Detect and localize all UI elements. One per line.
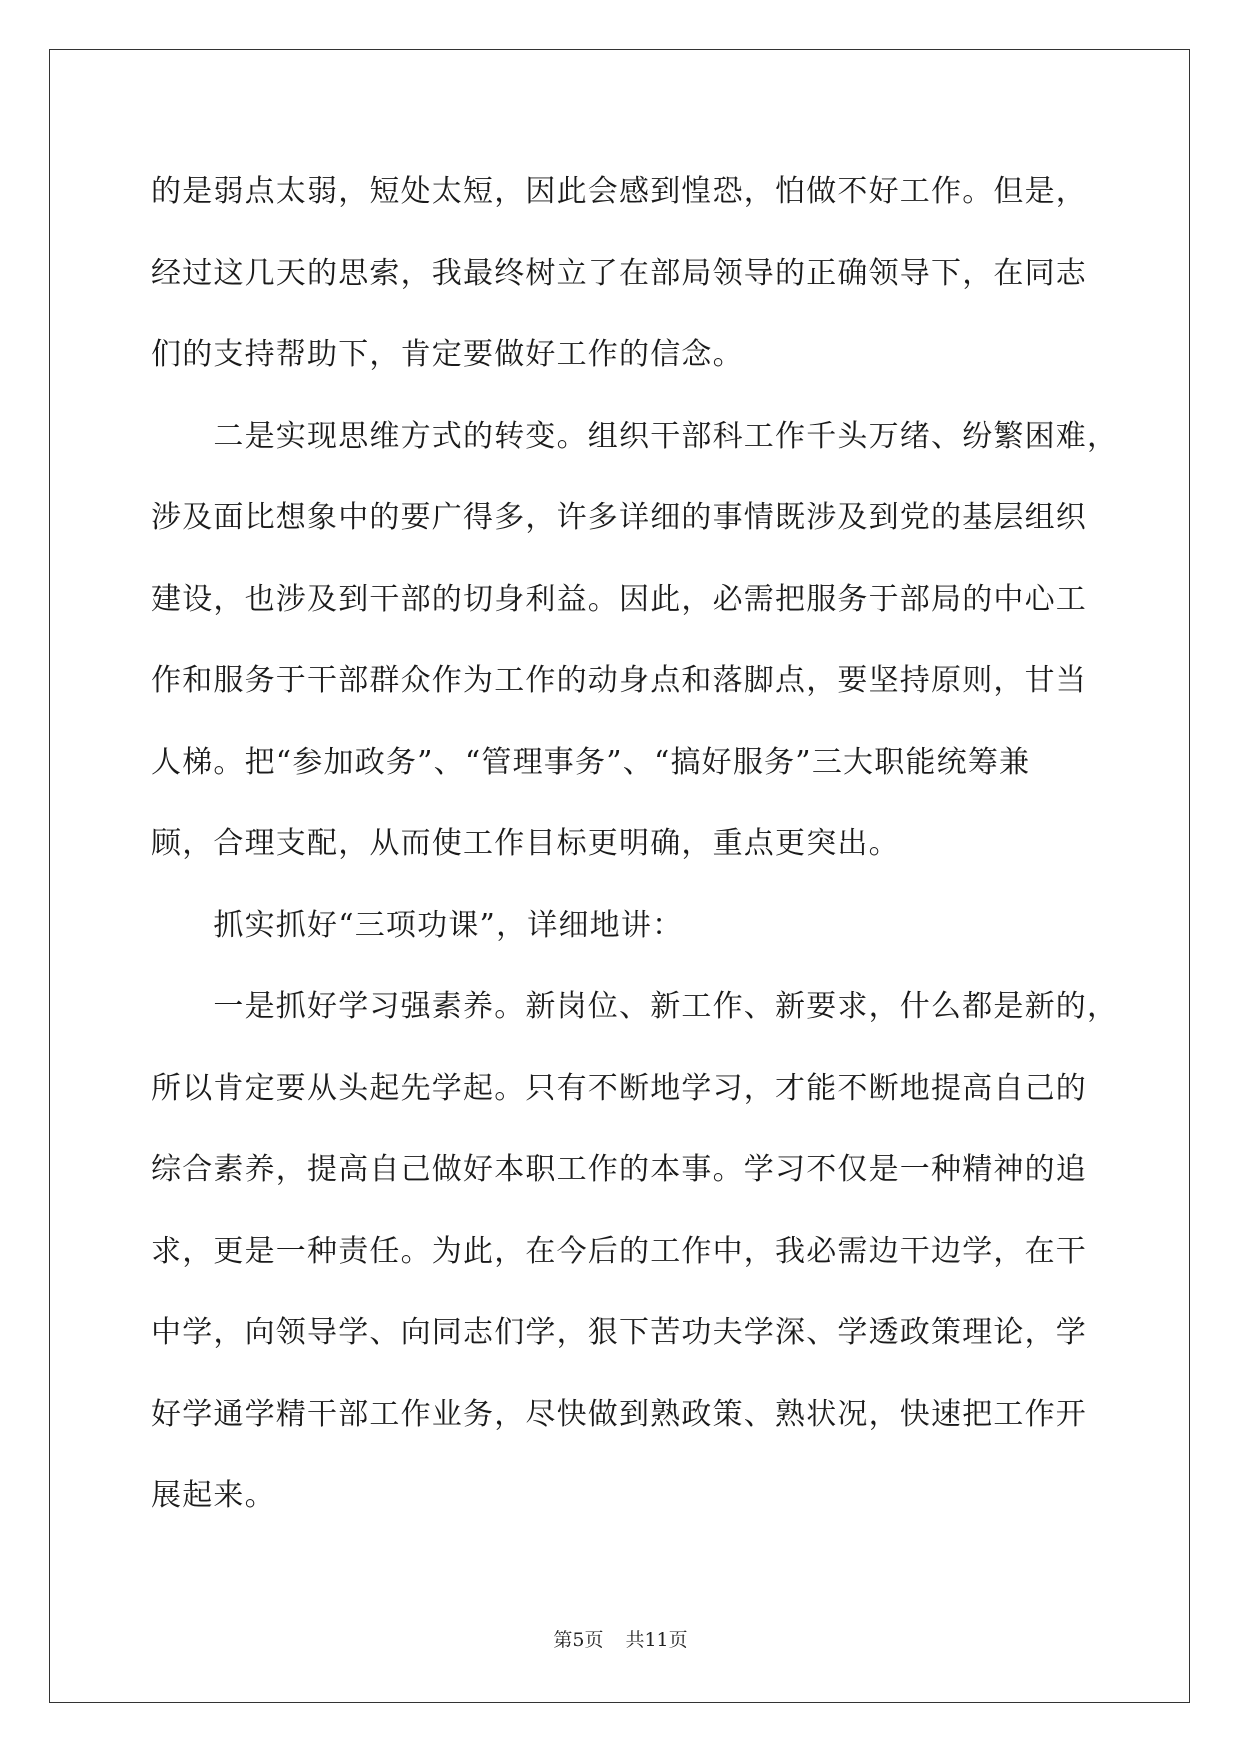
text-line: 求，更是一种责任。为此，在今后的工作中，我必需边干边学，在干	[151, 1233, 1087, 1269]
text-line: 一是抓好学习强素养。新岗位、新工作、新要求，什么都是新的，	[151, 989, 1119, 1024]
text-line: 涉及面比想象中的要广得多，许多详细的事情既涉及到党的基层组织	[151, 500, 1087, 535]
text-line: 的是弱点太弱，短处太短，因此会感到惶恐，怕做不好工作。但是，	[151, 174, 1087, 209]
text-line: 展起来。	[151, 1478, 276, 1513]
text-line: 好学通学精干部工作业务，尽快做到熟政策、熟状况，快速把工作开	[151, 1396, 1087, 1432]
text-line: 综合素养，提高自己做好本职工作的本事。学习不仅是一种精神的追	[151, 1152, 1087, 1187]
document-body	[151, 162, 1119, 1548]
text-line: 中学，向领导学、向同志们学，狠下苦功夫学深、学透政策理论，学	[151, 1315, 1087, 1350]
page-number-total: 共11页	[625, 1629, 688, 1651]
text-line: 们的支持帮助下，肯定要做好工作的信念。	[151, 337, 744, 372]
text-line: 二是实现思维方式的转变。组织干部科工作千头万绪、纷繁困难，	[151, 418, 1119, 454]
page-footer	[0, 1628, 1241, 1652]
text-line: 经过这几天的思索，我最终树立了在部局领导的正确领导下，在同志	[151, 255, 1087, 291]
text-line: 作和服务于干部群众作为工作的动身点和落脚点，要坚持原则，甘当	[151, 663, 1087, 698]
text-line: 顾，合理支配，从而使工作目标更明确，重点更突出。	[151, 826, 900, 861]
text-line: 所以肯定要从头起先学起。只有不断地学习，才能不断地提高自己的	[151, 1070, 1087, 1106]
text-line: 抓实抓好“三项功课”，详细地讲：	[151, 907, 684, 943]
text-line: 建设，也涉及到干部的切身利益。因此，必需把服务于部局的中心工	[151, 581, 1087, 617]
text-line: 人梯。把“参加政务”、“管理事务”、“搞好服务”三大职能统筹兼	[151, 744, 1031, 780]
page-number-current: 第5页	[553, 1629, 604, 1651]
